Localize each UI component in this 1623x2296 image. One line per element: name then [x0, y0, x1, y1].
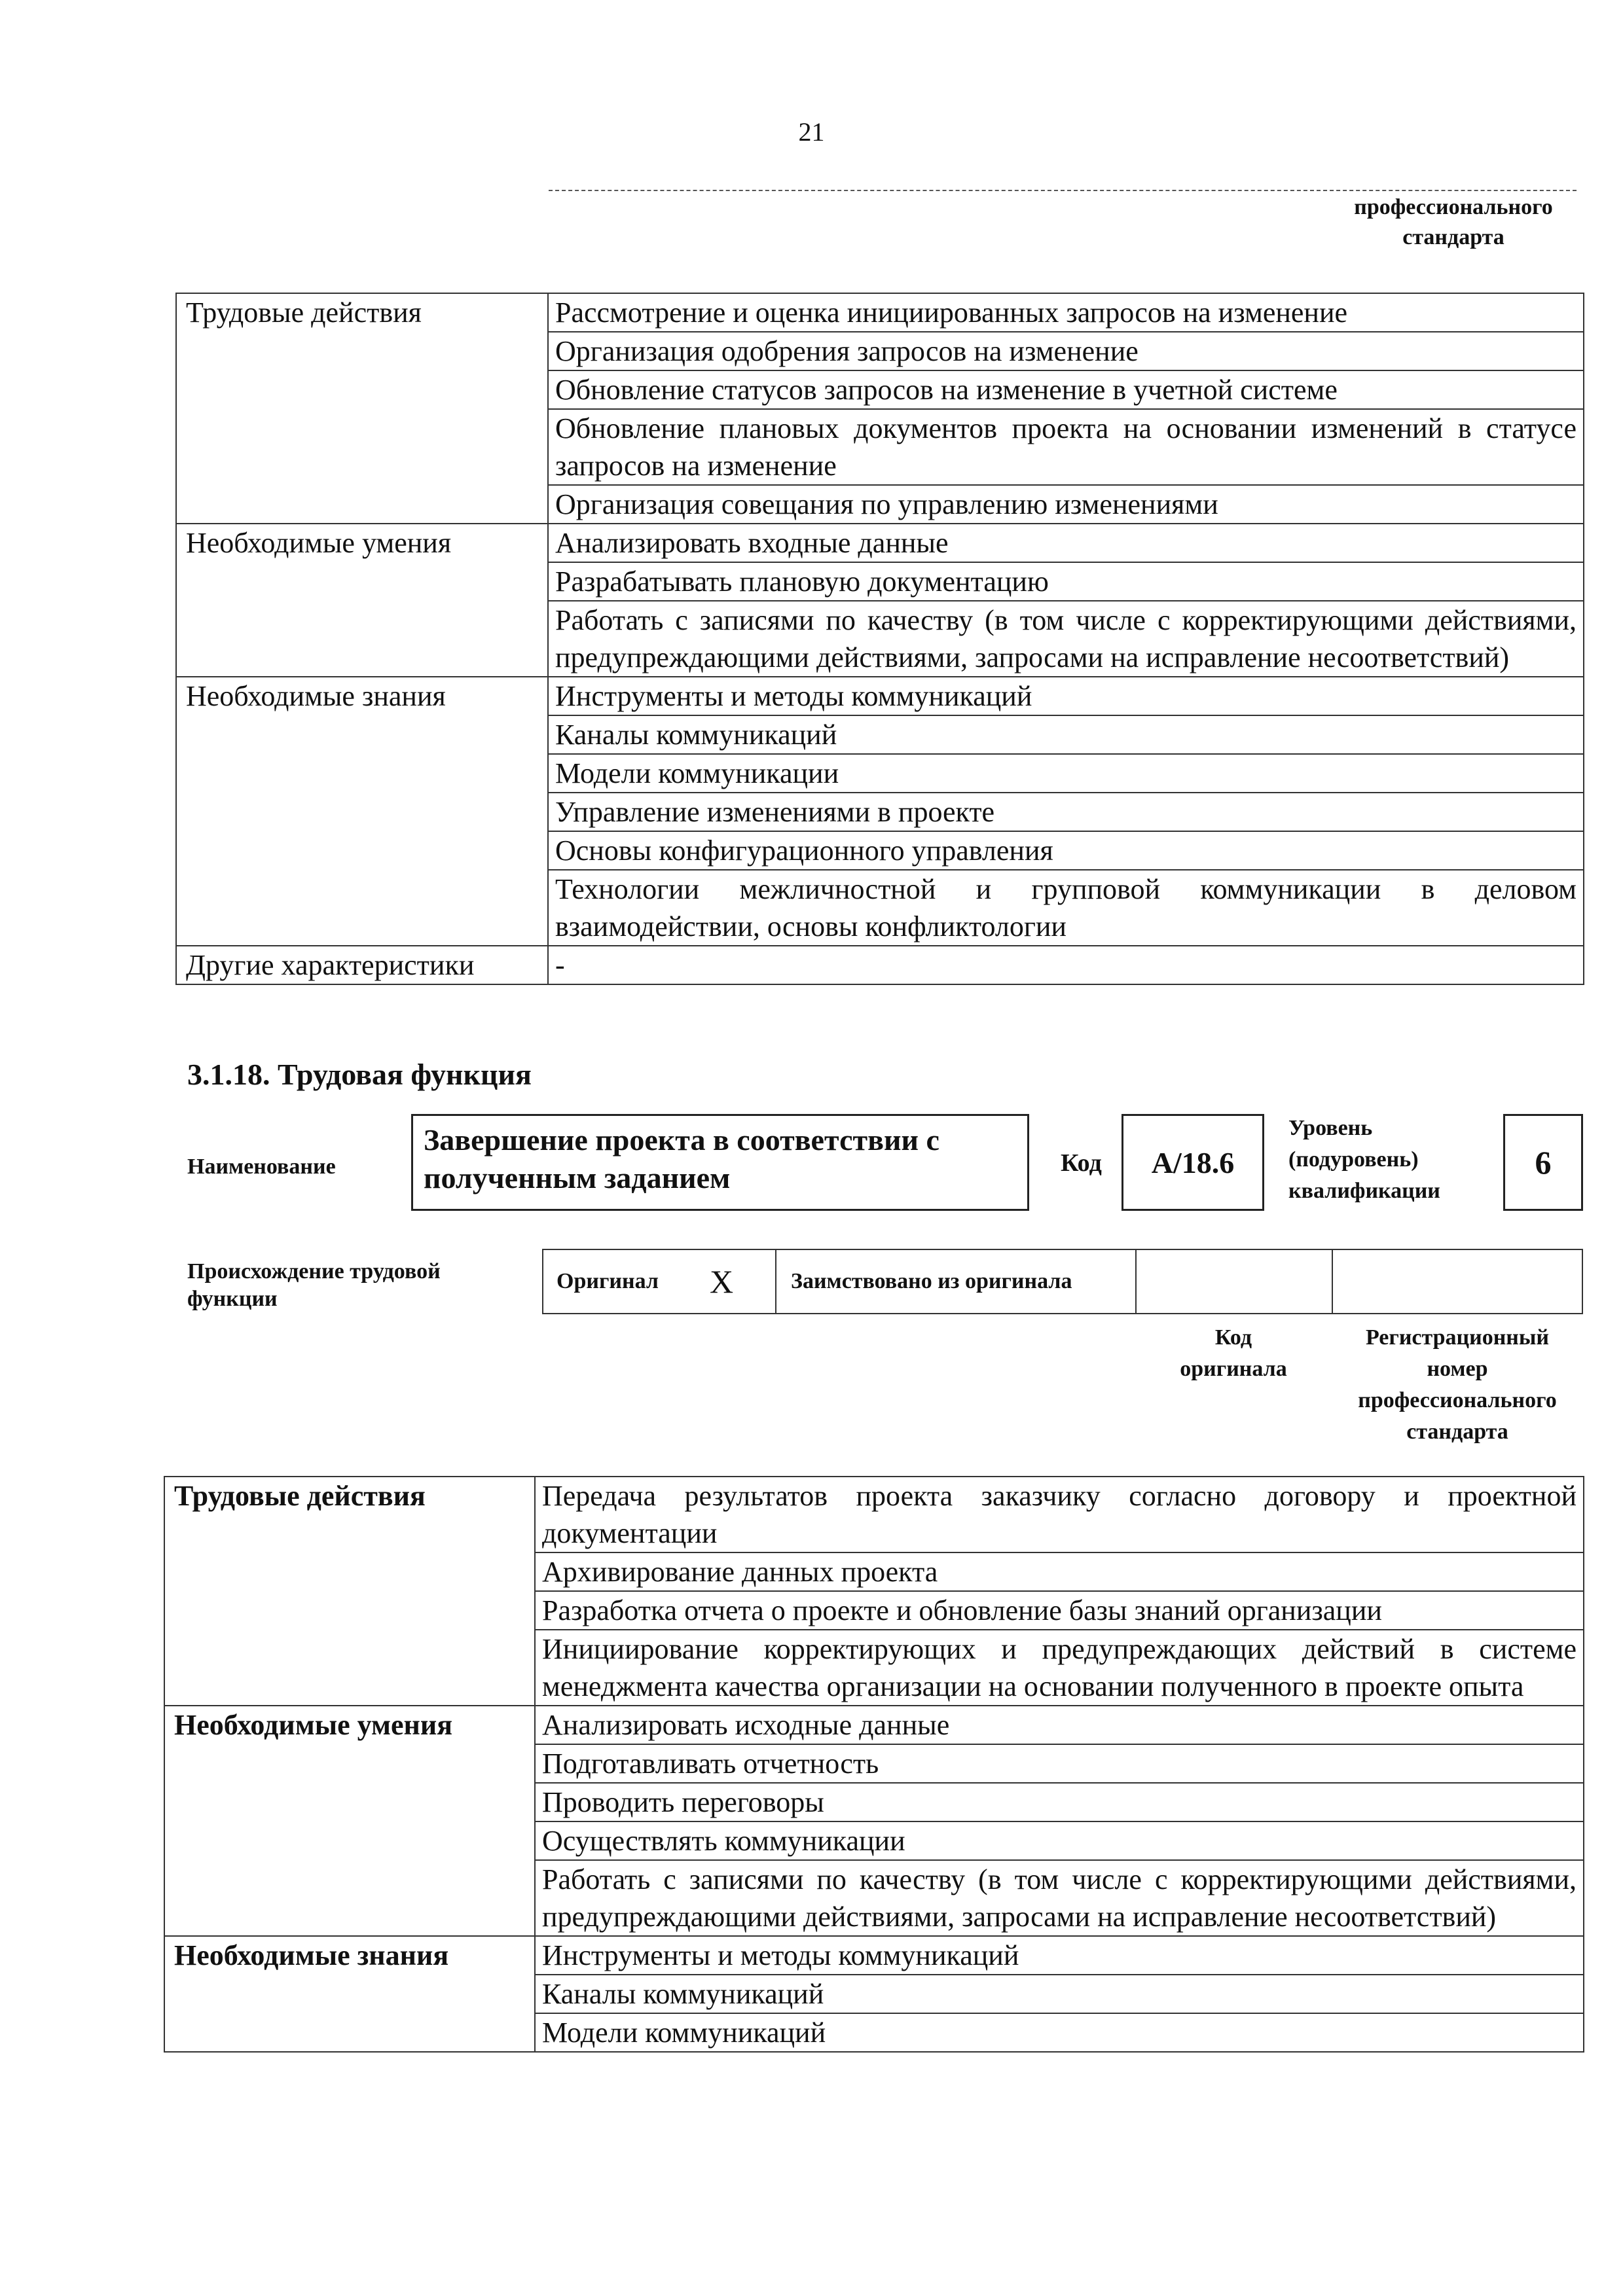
level-label-line: Уровень: [1288, 1116, 1373, 1140]
row-value: Каналы коммуникаций: [548, 715, 1584, 754]
qualification-level-box: 6: [1503, 1114, 1583, 1211]
origin-row: [542, 1249, 1583, 1314]
top-caption-line: профессионального: [1354, 195, 1553, 219]
row-heading: Трудовые действия: [164, 1477, 535, 1706]
caption-line: номер: [1427, 1357, 1488, 1381]
row-heading: Другие характеристики: [176, 946, 548, 984]
code-original-caption: [1135, 1322, 1332, 1385]
table-row: [164, 1936, 1584, 1975]
row-value: Каналы коммуникаций: [535, 1975, 1584, 2013]
row-value: Работать с записями по качеству (в том числе с корректирующими действиями, предупреждающими действиями, запросами на исправление несоответствий): [535, 1860, 1584, 1936]
name-label: Наименование: [187, 1155, 336, 1179]
row-heading: Необходимые умения: [164, 1706, 535, 1936]
section-title: 3.1.18. Трудовая функция: [187, 1058, 532, 1091]
top-caption: [1309, 192, 1597, 253]
row-heading: Необходимые знания: [176, 677, 548, 946]
function-name-box: Завершение проекта в соответствии с полученным заданием: [411, 1114, 1029, 1211]
function-code-box: А/18.6: [1122, 1114, 1264, 1211]
row-value: Основы конфигурационного управления: [548, 831, 1584, 870]
table-row: [176, 524, 1584, 562]
row-value: Разработка отчета о проекте и обновление базы знаний организации: [535, 1591, 1584, 1630]
row-heading: Трудовые действия: [176, 293, 548, 524]
code-label: Код: [1061, 1149, 1102, 1177]
row-heading: Необходимые умения: [176, 524, 548, 677]
borrowed-cell: Заимствовано из оригинала: [776, 1250, 1137, 1313]
caption-line: стандарта: [1406, 1420, 1508, 1444]
top-caption-line: стандарта: [1402, 225, 1504, 249]
row-value: Подготавливать отчетность: [535, 1744, 1584, 1783]
table-row: [164, 1706, 1584, 1744]
row-value: Работать с записями по качеству (в том числе с корректирующими действиями, предупреждающими действиями, запросами на исправление несоответствий): [548, 601, 1584, 677]
table-row: [164, 1477, 1584, 1552]
row-value: Управление изменениями в проекте: [548, 793, 1584, 831]
row-value: Модели коммуникаций: [535, 2013, 1584, 2052]
reg-number-cell: [1333, 1250, 1582, 1313]
labor-function-table-previous: [175, 293, 1584, 985]
row-value: Обновление статусов запросов на изменение в учетной системе: [548, 370, 1584, 409]
row-value: Инициирование корректирующих и предупреждающих действий в системе менеджмента качества организации на основании полученного в проекте опыта: [535, 1630, 1584, 1706]
page-number: 21: [798, 117, 825, 147]
row-value: Обновление плановых документов проекта на основании изменений в статусе запросов на изменение: [548, 409, 1584, 485]
level-label-line: (подуровень): [1288, 1147, 1419, 1172]
row-value: Передача результатов проекта заказчику согласно договору и проектной документации: [535, 1477, 1584, 1552]
code-original-cell: [1137, 1250, 1333, 1313]
row-heading: Необходимые знания: [164, 1936, 535, 2052]
row-value: Анализировать исходные данные: [535, 1706, 1584, 1744]
level-label: [1288, 1113, 1440, 1207]
labor-function-table-3-1-18: [164, 1476, 1584, 2053]
row-value: Рассмотрение и оценка инициированных запросов на изменение: [548, 293, 1584, 332]
row-value: Технологии межличностной и групповой коммуникации в деловом взаимодействии, основы конфликтологии: [548, 870, 1584, 946]
row-value: Инструменты и методы коммуникаций: [535, 1936, 1584, 1975]
table-2-body: [164, 1477, 1584, 2052]
origin-label: Происхождение трудовой функции: [187, 1259, 441, 1311]
original-label: Оригинал: [556, 1269, 659, 1293]
table-row: [176, 677, 1584, 715]
row-value: Осуществлять коммуникации: [535, 1821, 1584, 1860]
row-value: Архивирование данных проекта: [535, 1552, 1584, 1591]
top-divider: [549, 190, 1577, 191]
table-row: [176, 293, 1584, 332]
row-value: Разрабатывать плановую документацию: [548, 562, 1584, 601]
original-mark: X: [709, 1263, 734, 1300]
caption-line: оригинала: [1180, 1357, 1287, 1381]
row-value: -: [548, 946, 1584, 984]
caption-line: Код: [1214, 1325, 1252, 1350]
caption-line: Регистрационный: [1365, 1325, 1550, 1350]
table-1-body: [176, 293, 1584, 984]
row-value: Проводить переговоры: [535, 1783, 1584, 1821]
row-value: Инструменты и методы коммуникаций: [548, 677, 1584, 715]
level-label-line: квалификации: [1288, 1179, 1440, 1203]
row-value: Анализировать входные данные: [548, 524, 1584, 562]
row-value: Модели коммуникации: [548, 754, 1584, 793]
row-value: Организация совещания по управлению изменениями: [548, 485, 1584, 524]
table-row: [176, 946, 1584, 984]
original-cell: [543, 1250, 776, 1313]
caption-line: профессионального: [1358, 1388, 1557, 1412]
reg-number-caption: [1332, 1322, 1583, 1448]
row-value: Организация одобрения запросов на изменение: [548, 332, 1584, 370]
